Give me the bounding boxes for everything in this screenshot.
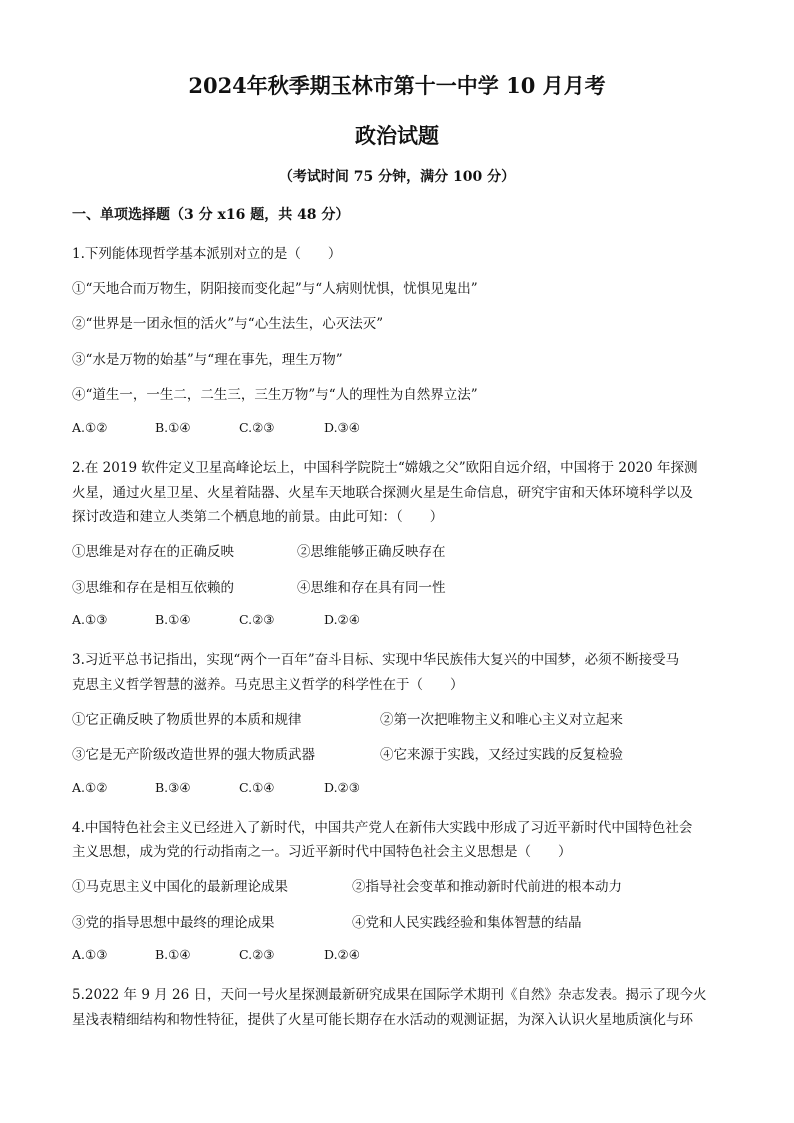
q5-line-2: 星浅表精细结构和物性特征，提供了火星可能长期存在水活动的观测证据，为深入认识火星地质演化与环 [72, 1012, 693, 1028]
q4-choice-b: B.①④ [155, 947, 191, 962]
q1-item-3: ③“水是万物的始基”与“理在事先，理生万物” [72, 352, 343, 368]
q4-line-1: 4.中国特色社会主义已经进入了新时代，中国共产党人在新伟大实践中形成了习近平新时代中国特色社会 [72, 820, 693, 836]
q2-line-3: 探讨改造和建立人类第二个栖息地的前景。由此可知：（ ） [72, 509, 444, 525]
q2-line-2: 火星，通过火星卫星、火星着陆器、火星车天地联合探测火星是生命信息，研究宇宙和天体环境科学以及 [72, 485, 693, 501]
q2-item-1: ①思维是对存在的正确反映 [72, 544, 234, 560]
q3-item-4: ④它来源于实践，又经过实践的反复检验 [380, 747, 623, 763]
q4-choice-a: A.①③ [72, 947, 108, 962]
q3-choice-d: D.②③ [324, 780, 360, 795]
q4-item-3: ③党的指导思想中最终的理论成果 [72, 915, 275, 931]
exam-info: （考试时间 75 分钟，满分 100 分） [278, 169, 516, 185]
section-heading: 一、单项选择题（3 分 x16 题，共 48 分） [72, 207, 350, 223]
q3-choice-a: A.①② [72, 780, 108, 795]
q4-item-1: ①马克思主义中国化的最新理论成果 [72, 879, 288, 895]
q1-stem: 1.下列能体现哲学基本派别对立的是（ ） [72, 246, 342, 262]
q5-line-1: 5.2022 年 9 月 26 日，天问一号火星探测最新研究成果在国际学术期刊《自然》杂志发表。揭示了现今火 [72, 987, 707, 1003]
q3-item-3: ③它是无产阶级改造世界的强大物质武器 [72, 747, 315, 763]
q4-choice-c: C.②③ [239, 947, 275, 962]
q2-choice-b: B.①④ [155, 612, 191, 627]
q2-choice-a: A.①③ [72, 612, 108, 627]
q3-line-2: 克思主义哲学智慧的滋养。马克思主义哲学的科学性在于（ ） [72, 677, 464, 693]
q1-choice-c: C.②③ [239, 420, 275, 435]
q1-choice-a: A.①② [72, 420, 108, 435]
q1-choice-b: B.①④ [155, 420, 191, 435]
q2-item-2: ②思维能够正确反映存在 [297, 544, 446, 560]
q4-item-2: ②指导社会变革和推动新时代前进的根本动力 [352, 879, 622, 895]
q2-choice-d: D.②④ [324, 612, 360, 627]
q3-line-1: 3.习近平总书记指出，实现“两个一百年”奋斗目标、实现中华民族伟大复兴的中国梦，必须不断接受马 [72, 652, 680, 668]
q2-item-4: ④思维和存在具有同一性 [297, 580, 446, 596]
q2-choice-c: C.②③ [239, 612, 275, 627]
exam-subject: 政治试题 [355, 123, 439, 148]
q1-choice-d: D.③④ [324, 420, 360, 435]
q1-item-4: ④“道生一，一生二，二生三，三生万物”与“人的理性为自然界立法” [72, 387, 478, 403]
exam-title: 2024年秋季期玉林市第十一中学 10 月月考 [188, 73, 606, 98]
q2-line-1: 2.在 2019 软件定义卫星高峰论坛上，中国科学院院士“嫦娥之父”欧阳自远介绍，中国将于 2020 年探测 [72, 460, 698, 476]
q4-item-4: ④党和人民实践经验和集体智慧的结晶 [352, 915, 582, 931]
q1-item-2: ②“世界是一团永恒的活火”与“心生法生，心灭法灭” [72, 316, 384, 332]
q4-choice-d: D.②④ [324, 947, 360, 962]
q3-item-1: ①它正确反映了物质世界的本质和规律 [72, 712, 302, 728]
q3-item-2: ②第一次把唯物主义和唯心主义对立起来 [380, 712, 623, 728]
q3-choice-b: B.③④ [155, 780, 191, 795]
q2-item-3: ③思维和存在是相互依赖的 [72, 580, 234, 596]
q4-line-2: 主义思想，成为党的行动指南之一。习近平新时代中国特色社会主义思想是（ ） [72, 844, 572, 860]
q3-choice-c: C.①④ [239, 780, 275, 795]
q1-item-1: ①“天地合而万物生，阴阳接而变化起”与“人病则忧惧，忧惧见鬼出” [72, 281, 478, 297]
